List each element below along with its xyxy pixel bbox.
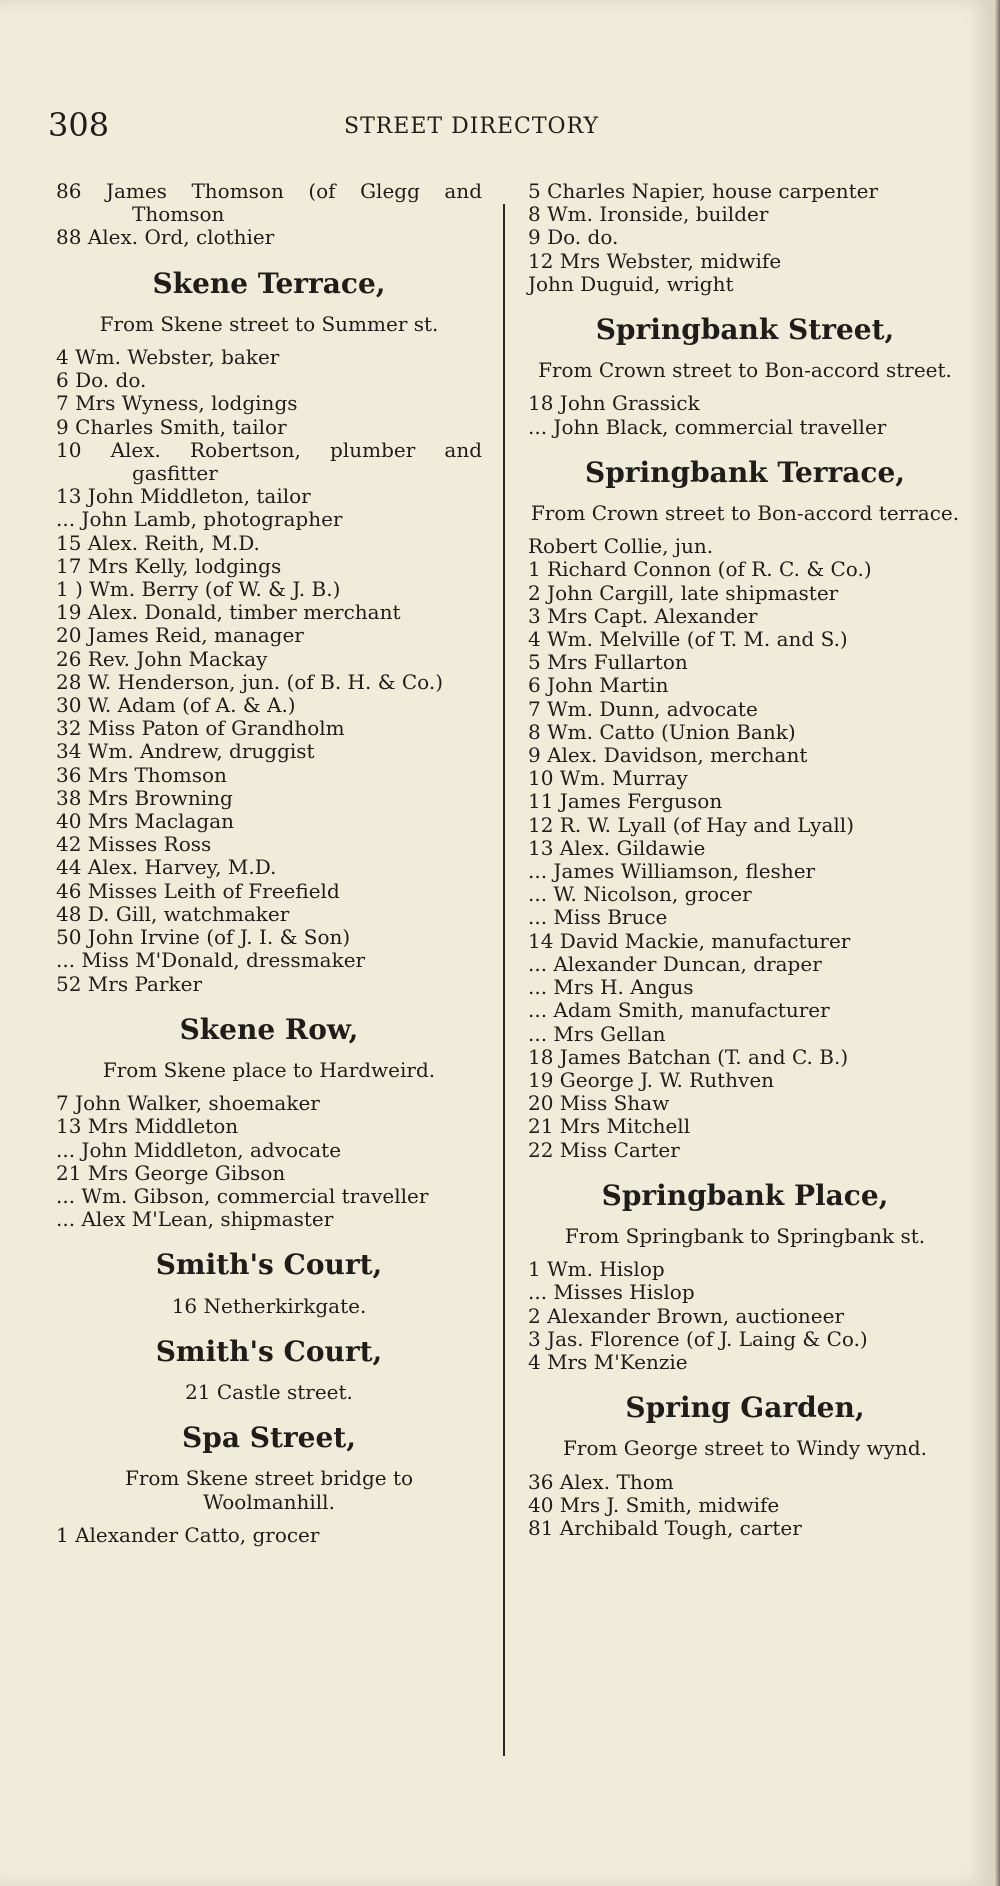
page-number: 308 [48, 106, 110, 144]
directory-entry: 10 Alex. Robertson, plumber and gasfitter [56, 437, 482, 486]
skene-row-list [56, 1092, 482, 1231]
section-subheading: From George street to Windy wynd. [563, 1436, 927, 1461]
left-column [56, 180, 482, 1547]
directory-entry: 48 D. Gill, watchmaker [56, 901, 290, 926]
directory-entry: 18 John Grassick [528, 391, 700, 416]
spa-street-list [56, 1524, 482, 1547]
directory-entry: ... John Lamb, photographer [56, 507, 343, 532]
directory-entry: 19 George J. W. Ruthven [528, 1067, 775, 1092]
directory-entry: ... Wm. Gibson, commercial traveller [56, 1183, 429, 1208]
section-heading: Springbank Terrace, [584, 455, 906, 489]
springbank-terrace-list [528, 535, 962, 1161]
directory-entry: 1 Wm. Hislop [528, 1257, 665, 1282]
right-column [528, 180, 962, 1540]
directory-entry: 13 Alex. Gildawie [528, 835, 706, 860]
directory-entry: ... Adam Smith, manufacturer [528, 998, 830, 1023]
directory-entry: 36 Alex. Thom [528, 1469, 674, 1494]
directory-entry: John Duguid, wright [528, 271, 734, 296]
directory-entry: ... Alex M'Lean, shipmaster [56, 1207, 334, 1232]
directory-entry: ... W. Nicolson, grocer [528, 882, 752, 907]
directory-entry: 26 Rev. John Mackay [56, 646, 268, 671]
directory-entry: 4 Wm. Melville (of T. M. and S.) [528, 627, 848, 652]
directory-entry: 22 Miss Carter [528, 1137, 680, 1162]
directory-entry: 2 Alexander Brown, auctioneer [528, 1303, 845, 1328]
directory-entry: ... Miss M'Donald, dressmaker [56, 948, 366, 973]
directory-entry: 18 James Batchan (T. and C. B.) [528, 1044, 849, 1069]
section-heading: Springbank Street, [595, 313, 895, 347]
directory-entry: Robert Collie, jun. [528, 534, 714, 559]
section-subheading: From Skene street bridge to Woolmanhill. [124, 1466, 414, 1514]
directory-entry: 7 Mrs Wyness, lodgings [56, 391, 298, 416]
page-edge [994, 0, 1000, 1886]
directory-entry: 12 Mrs Webster, midwife [528, 248, 782, 273]
directory-entry: 20 James Reid, manager [56, 623, 304, 648]
page-header [48, 106, 748, 146]
directory-entry: 38 Mrs Browning [56, 785, 233, 810]
directory-entry: 13 Mrs Middleton [56, 1114, 239, 1139]
directory-entry: 9 Alex. Davidson, merchant [528, 743, 808, 768]
directory-entry: 7 John Walker, shoemaker [56, 1091, 320, 1116]
directory-entry: 15 Alex. Reith, M.D. [56, 530, 260, 555]
section-subheading: From Skene place to Hardweird. [102, 1057, 436, 1082]
directory-entry: 36 Mrs Thomson [56, 762, 227, 787]
directory-entry: 4 Mrs M'Kenzie [528, 1349, 688, 1374]
directory-entry: 88 Alex. Ord, clothier [56, 225, 275, 250]
directory-entry: 5 Charles Napier, house carpenter [528, 179, 879, 203]
directory-entry: 3 Mrs Capt. Alexander [528, 603, 758, 628]
directory-entry: 30 W. Adam (of A. & A.) [56, 693, 296, 718]
directory-entry: 81 Archibald Tough, carter [528, 1515, 802, 1540]
directory-entry: 12 R. W. Lyall (of Hay and Lyall) [528, 812, 854, 837]
directory-entry: 46 Misses Leith of Freefield [56, 878, 340, 903]
directory-entry: 4 Wm. Webster, baker [56, 345, 280, 370]
directory-entry: 5 Mrs Fullarton [528, 650, 688, 675]
directory-entry: 40 Mrs J. Smith, midwife [528, 1492, 780, 1517]
directory-entry: ... Mrs Gellan [528, 1021, 666, 1046]
directory-entry: 8 Wm. Ironside, builder [528, 202, 769, 227]
spring-garden-list [528, 1471, 962, 1541]
directory-entry: ... Misses Hislop [528, 1280, 695, 1305]
section-heading: Spring Garden, [625, 1391, 865, 1425]
directory-entry: 2 John Cargill, late shipmaster [528, 580, 839, 605]
directory-entry: 13 John Middleton, tailor [56, 484, 311, 509]
directory-entry: 8 Wm. Catto (Union Bank) [528, 719, 796, 744]
directory-entry: 11 James Ferguson [528, 789, 723, 814]
section-heading: Skene Terrace, [152, 266, 386, 300]
skene-terrace-list [56, 346, 482, 996]
running-head: STREET DIRECTORY [344, 114, 600, 139]
directory-entry: ... James Williamson, flesher [528, 859, 816, 884]
section-line: 21 Castle street. [185, 1379, 353, 1404]
directory-entry: ... John Middleton, advocate [56, 1137, 342, 1162]
directory-entry: 6 John Martin [528, 673, 669, 698]
directory-entry: ... Mrs H. Angus [528, 975, 694, 1000]
directory-entry: 52 Mrs Parker [56, 971, 203, 996]
directory-entry: ... Alexander Duncan, draper [528, 951, 822, 976]
directory-entry: 21 Mrs Mitchell [528, 1114, 691, 1139]
springbank-place-list [528, 1258, 962, 1374]
directory-entry: ... John Black, commercial traveller [528, 414, 887, 439]
directory-entry: 40 Mrs Maclagan [56, 809, 234, 834]
directory-entry: 10 Wm. Murray [528, 766, 688, 791]
section-heading: Smith's Court, [155, 1248, 383, 1282]
directory-entry: 7 Wm. Dunn, advocate [528, 696, 758, 721]
directory-entry: 21 Mrs George Gibson [56, 1160, 286, 1185]
section-subheading: From Crown street to Bon-accord terrace. [530, 501, 960, 526]
section-subheading: From Springbank to Springbank st. [564, 1223, 926, 1248]
section-heading: Spa Street, [182, 1421, 356, 1455]
directory-entry: 86 James Thomson (of Glegg and Thomson [56, 179, 482, 227]
directory-entry: 17 Mrs Kelly, lodgings [56, 553, 282, 578]
directory-entry: 50 John Irvine (of J. I. & Son) [56, 925, 351, 950]
directory-entry: 14 David Mackie, manufacturer [528, 928, 851, 953]
directory-entry: 28 W. Henderson, jun. (of B. H. & Co.) [56, 669, 444, 694]
directory-entry: 20 Miss Shaw [528, 1091, 670, 1116]
section-heading: Springbank Place, [601, 1178, 889, 1212]
section-subheading: From Crown street to Bon-accord street. [538, 358, 952, 383]
directory-entry: 9 Do. do. [528, 225, 619, 250]
right-intro-list [528, 180, 962, 296]
directory-entry: 1 Richard Connon (of R. C. & Co.) [528, 557, 872, 582]
section-heading: Smith's Court, [155, 1334, 383, 1368]
directory-entry: 44 Alex. Harvey, M.D. [56, 855, 277, 880]
directory-entry: 32 Miss Paton of Grandholm [56, 716, 345, 741]
left-intro-list [56, 180, 482, 250]
directory-entry: 42 Misses Ross [56, 832, 212, 857]
directory-entry: 9 Charles Smith, tailor [56, 414, 287, 439]
directory-entry: 6 Do. do. [56, 368, 147, 393]
directory-entry: 19 Alex. Donald, timber merchant [56, 600, 401, 625]
directory-entry: 34 Wm. Andrew, druggist [56, 739, 315, 764]
directory-entry: ... Miss Bruce [528, 905, 668, 930]
springbank-street-list [528, 392, 962, 438]
column-divider [503, 204, 505, 1756]
section-line: 16 Netherkirkgate. [171, 1293, 367, 1318]
directory-entry: 1 ) Wm. Berry (of W. & J. B.) [56, 577, 341, 602]
directory-entry: 1 Alexander Catto, grocer [56, 1522, 320, 1547]
section-subheading: From Skene street to Summer st. [99, 311, 439, 336]
section-heading: Skene Row, [179, 1012, 359, 1046]
directory-entry: 3 Jas. Florence (of J. Laing & Co.) [528, 1326, 868, 1351]
